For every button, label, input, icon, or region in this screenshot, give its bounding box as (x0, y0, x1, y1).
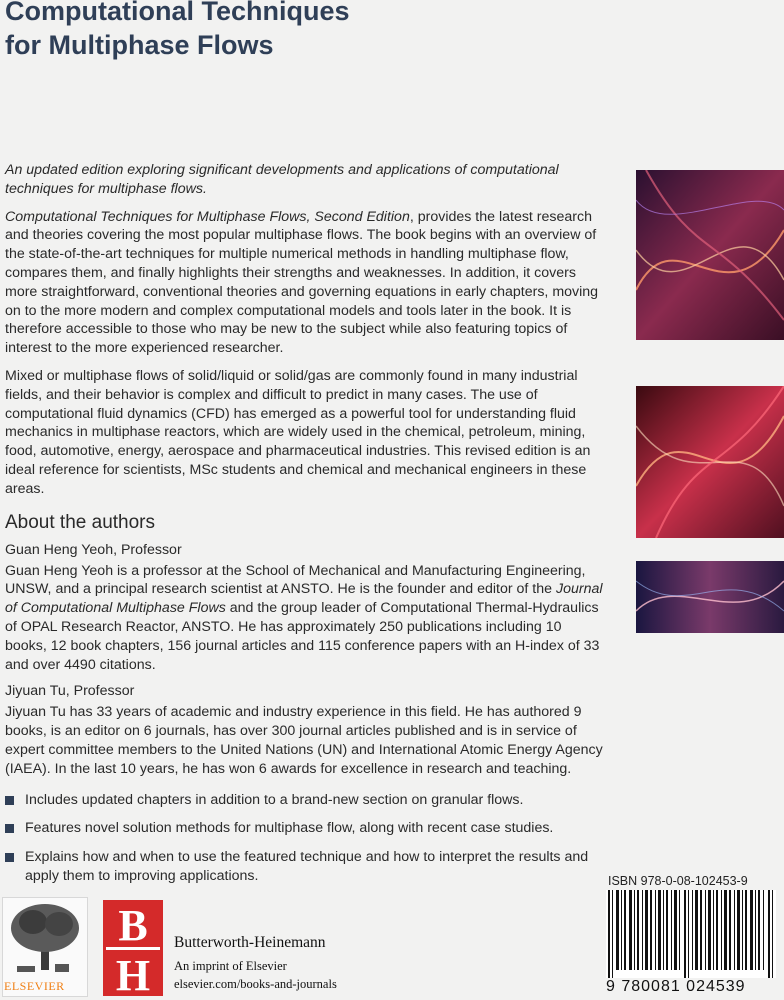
author-2-bio: Jiyuan Tu has 33 years of academic and industry experience in this field. He has authored 9 books, is an editor on 6 journals, has over 300 journal articles published and is in service of expert committee members to the United Nations (UN) and International Atomic Energy Agency (IAEA). In the last 10 years, he has won 6 awards for excellence in research and teaching. (5, 704, 603, 777)
elsevier-wordmark: ELSEVIER (4, 979, 65, 993)
barcode (606, 890, 776, 978)
journal-title: Journal of Computational Multiphase Flows (5, 581, 603, 617)
about-authors-heading: About the authors (5, 511, 155, 533)
imprint-line: An imprint of Elsevier (174, 959, 287, 973)
intro-paragraph: An updated edition exploring significant developments and applications of computational techniques for multiphase flows. (5, 162, 559, 197)
flow-image-2 (636, 386, 784, 538)
flow-image-3 (636, 561, 784, 633)
isbn-number: ISBN 978-0-08-102453-9 (608, 874, 748, 888)
author-1-bio: Guan Heng Yeoh is a professor at the School of Mechanical and Manufacturing Engineering, UNSW, and a principal research scientist at ANSTO. He is the founder and editor of the Journal of Computational Multiphase Flows and the group leader of Computational Thermal-Hydraulics of OPAL Research Reactor, ANSTO. He has approximately 250 publications including 10 books, 12 book chapters, 156 journal articles and 115 conference papers with an H-index of 33 and over 4490 citations. (5, 562, 603, 673)
description-paragraph-1: Computational Techniques for Multiphase Flows, Second Edition, provides the latest research and theories covering the most popular multiphase flows. The book begins with an overview of the state-of-the-art techniques for multiple numerical methods in handling multiphase flow, compares them, and finally highlights their strengths and weaknesses. In addition, it covers more straightforward, conventional theories and governing equations in early chapters, moving on to the more modern and complex computational models and tools later in the book. It is therefore accessible to those who may be new to the subject while also featuring topics of interest to the more experienced researcher. (5, 208, 599, 357)
feature-item: Explains how and when to use the featured technique and how to interpret the results and apply them to improving applications. (5, 848, 603, 886)
author-2-name: Jiyuan Tu, Professor (5, 683, 135, 700)
feature-item: Features novel solution methods for multiphase flow, along with recent case studies. (5, 819, 603, 838)
title-line-1: Computational Techniques (5, 0, 350, 26)
book-title-italic: Computational Techniques for Multiphase Flows, Second Edition (5, 208, 410, 225)
bullet-square-icon (5, 853, 14, 862)
back-cover-text (5, 161, 603, 896)
bh-logo (103, 900, 163, 996)
feature-item: Includes updated chapters in addition to a brand-new section on granular flows. (5, 791, 603, 810)
bh-letter-h: H (115, 951, 151, 996)
barcode-digits: 9 780081 024539 (606, 978, 746, 995)
publisher-name: Butterworth-Heinemann (174, 934, 326, 951)
bullet-square-icon (5, 796, 14, 805)
title-line-2: for Multiphase Flows (5, 30, 274, 60)
elsevier-tree-icon (3, 898, 87, 976)
bullet-square-icon (5, 824, 14, 833)
flow-image-1 (636, 170, 784, 340)
publisher-url: elsevier.com/books-and-journals (174, 977, 337, 991)
description-paragraph-2: Mixed or multiphase flows of solid/liquid or solid/gas are commonly found in many industrial fields, and their behavior is complex and difficult to predict in many cases. The use of computational fluid dynamics (CFD) has emerged as a powerful tool for understanding fluid mechanics in multiphase reactors, which are widely used in the chemical, petroleum, mining, food, automotive, energy, aerospace and pharmaceutical industries. This revised edition is an ideal reference for scientists, MSc students and chemical and mechanical engineers in these areas. (5, 367, 591, 497)
feature-list (5, 791, 603, 886)
bh-letter-b: B (118, 901, 148, 950)
author-1-name: Guan Heng Yeoh, Professor (5, 541, 182, 558)
book-title (5, 0, 350, 62)
